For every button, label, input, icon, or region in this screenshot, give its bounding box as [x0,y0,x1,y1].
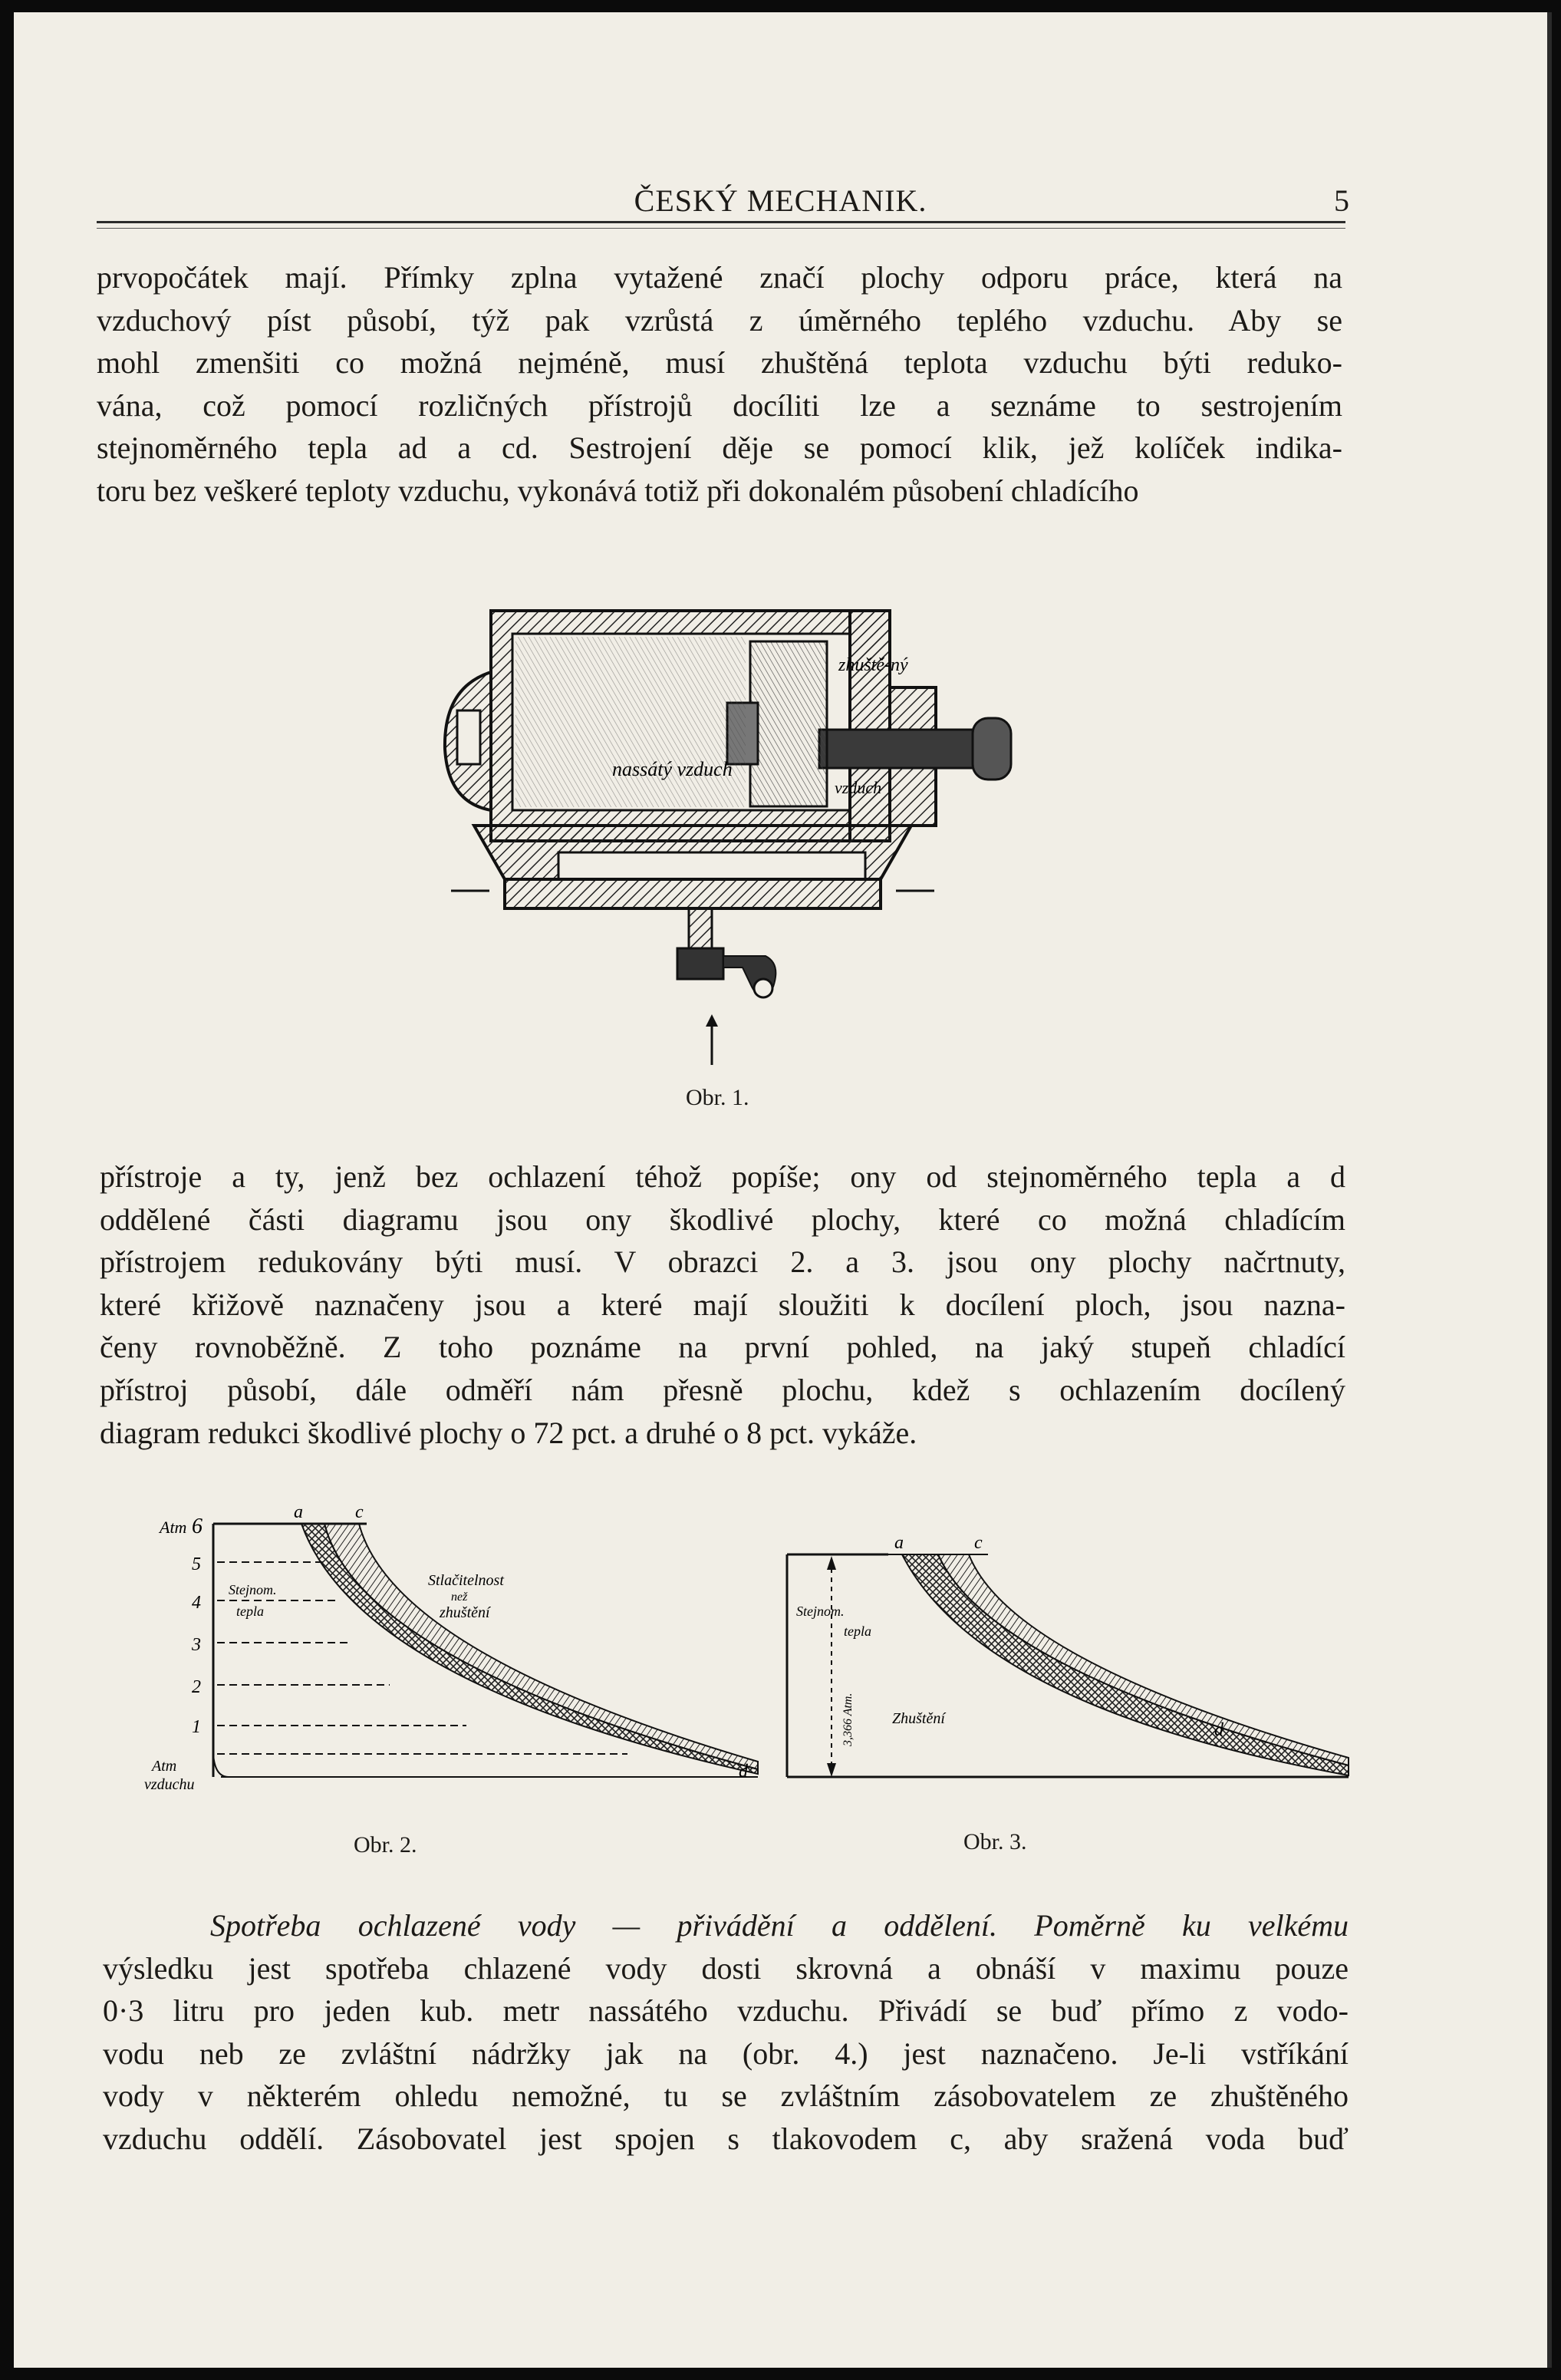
text-line: vody v některém ohledu nemožné, tu se zvláštním zásobovatelem ze zhuštěného [103,2078,1349,2114]
tick-3: 3 [192,1635,201,1655]
figure-2-diagram [129,1501,789,1808]
text-line: vána, což pomocí rozličných přístrojů docíliti lze a seznáme to sestrojením [97,387,1342,423]
tick-6: 6 [192,1515,203,1538]
text-line: vodu neb ze zvláštní nádržky jak na (obr. 4.) jest naznačeno. Je-li vstříkání [103,2036,1349,2071]
label-nez: než [451,1591,468,1604]
figure-1-cylinder-drawing [420,588,1049,1086]
text-line: 0·3 litru pro jeden kub. metr nassátého vzduchu. Přivádí se buď přímo z vodo- [103,1993,1349,2029]
text-line: čeny rovnoběžně. Z toho poznáme na první pohled, na jaký stupeň chladící [100,1330,1345,1365]
label-zhusteni: zhuštění [440,1604,490,1621]
label-intake: nassátý vzduch [612,758,733,780]
paragraph-2 [100,1155,1345,1454]
text-line: toru bez veškeré teploty vzduchu, vykonává totiž při dokonalém působení chladícího [97,473,1139,508]
label-stlacitelnost: Stlačitelnost [428,1572,504,1589]
label-stejnom: Stejnom. [229,1582,277,1597]
text-line: stejnoměrného tepla ad a cd. Sestrojení děje se pomocí klik, jež kolíček indika- [97,430,1342,466]
text-line: přístroje a ty, jenž bez ochlazení téhož popíše; ony od stejnoměrného tepla a d [100,1159,1345,1194]
text-line: diagram redukci škodlivé plochy o 72 pct. a druhé o 8 pct. vykáže. [100,1415,917,1450]
figure-3-diagram [781,1516,1364,1808]
paragraph-3 [103,1904,1349,2161]
tick-1: 1 [192,1717,201,1737]
label-compressed: zhuště-ný [838,655,908,675]
label-zhusteni: Zhuštění [892,1710,945,1727]
page-number: 5 [1334,183,1349,218]
tick-4: 4 [192,1593,201,1613]
text-line: prvopočátek mají. Přímky zplna vytažené značí plochy odporu práce, která na [97,260,1342,295]
header-rule-thin [97,228,1345,229]
label-tepla: tepla [844,1623,871,1639]
point-a: a [294,1502,303,1522]
bottom-air-label: vzduchu [144,1776,195,1793]
header-rule [97,221,1345,223]
text-line: které křižově naznačeny jsou a které mají sloužiti k docílení ploch, jsou nazna- [100,1287,1345,1322]
point-c: c [974,1533,983,1553]
point-d: d [739,1762,748,1782]
point-c: c [355,1502,364,1522]
label-stejnom: Stejnom. [796,1604,845,1619]
section-heading-line: Spotřeba ochlazené vody — přivádění a oddělení. Poměrně ku velkému [210,1908,1349,1943]
text-line: přístroj působí, dále odměří nám přesně plochu, kdež s ochlazením docílený [100,1372,1345,1407]
text-line: mohl zmenšiti co možná nejméně, musí zhuštěná teplota vzduchu býti reduko- [97,345,1342,381]
figure-1-caption: Obr. 1. [686,1085,749,1110]
tick-5: 5 [192,1554,201,1574]
text-line: oddělené části diagramu jsou ony škodlivé plochy, které co možná chladícím [100,1202,1345,1237]
book-page [14,12,1552,2368]
point-d: d [1214,1720,1223,1740]
figure-3-caption: Obr. 3. [963,1829,1027,1854]
dimension-label: 3,366 Atm. [841,1693,855,1746]
running-header: ČESKÝ MECHANIK. [634,183,927,218]
bottom-atm-label: Atm [152,1758,177,1775]
point-a: a [894,1533,904,1553]
tick-2: 2 [192,1677,201,1697]
label-tepla: tepla [236,1604,264,1619]
text-line: vzduchový píst působí, týž pak vzrůstá z úměrného teplého vzduchu. Aby se [97,302,1342,338]
text-line: výsledku jest spotřeba chlazené vody dosti skrovná a obnáší v maximu pouze [103,1950,1349,1986]
paragraph-1 [97,256,1342,513]
text-line: vzduchu oddělí. Zásobovatel jest spojen s tlakovodem c, aby sražená voda buď [103,2121,1349,2156]
figure-2-caption: Obr. 2. [354,1832,417,1858]
label-air: vzduch [835,778,882,797]
atm-label: Atm [160,1518,187,1537]
text-line: přístrojem redukovány býti musí. V obrazci 2. a 3. jsou ony plochy načrtnuty, [100,1244,1345,1280]
